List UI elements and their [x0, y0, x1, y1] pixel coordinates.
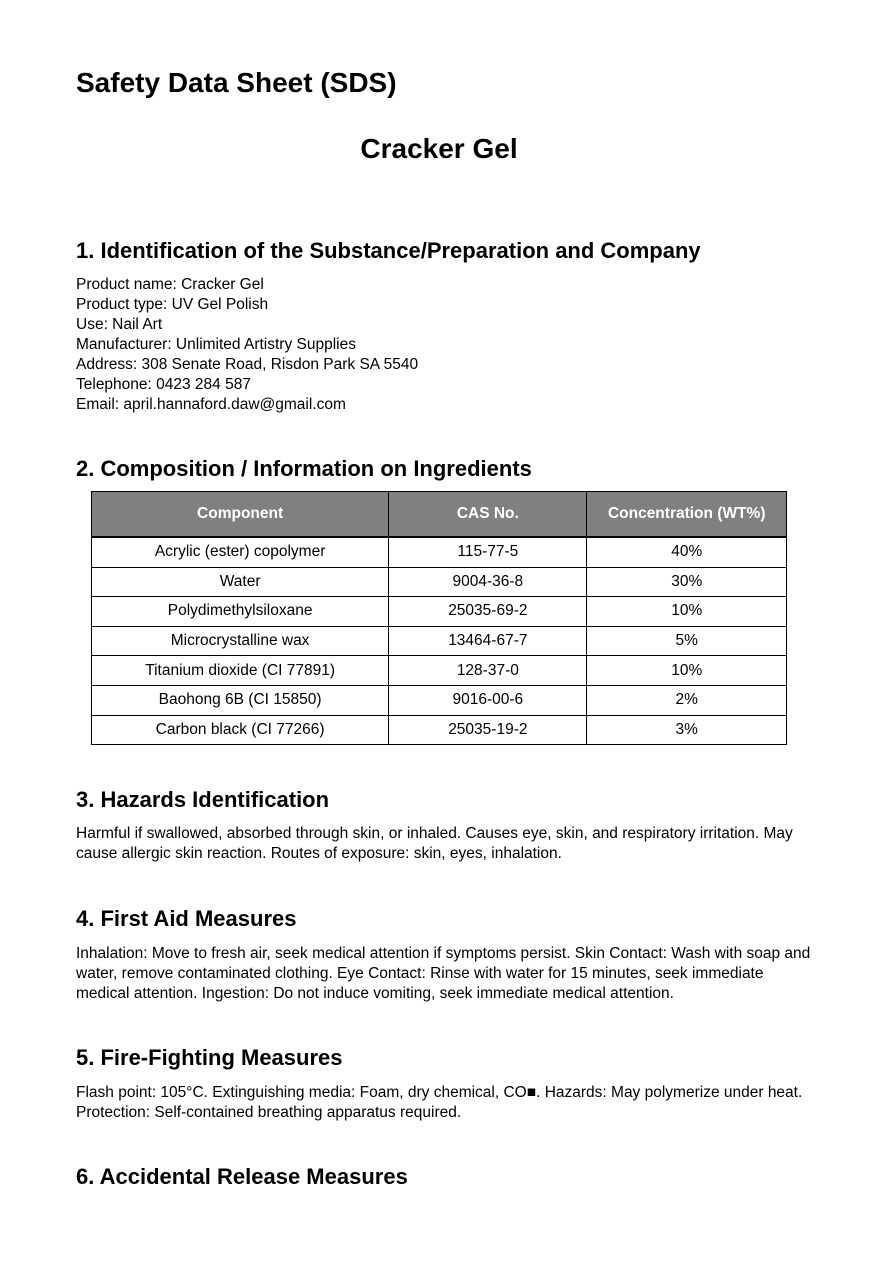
- ingredients-table: [91, 491, 787, 745]
- table-row: [92, 537, 787, 567]
- cell-concentration: 30%: [587, 567, 787, 597]
- table-row: [92, 715, 787, 745]
- cell-concentration: 2%: [587, 685, 787, 715]
- table-row: [92, 626, 787, 656]
- cell-concentration: 40%: [587, 537, 787, 567]
- column-header-component: Component: [92, 492, 389, 538]
- section-5-heading: 5. Fire-Fighting Measures: [76, 1045, 343, 1070]
- telephone-line: Telephone: 0423 284 587: [76, 376, 251, 393]
- table-header-row: [92, 492, 787, 538]
- fire-fighting-text: Flash point: 105°C. Extinguishing media: Foam, dry chemical, CO■. Hazards: May polymerize under heat. Protection: Self-contained breathing apparatus required.: [76, 1084, 803, 1121]
- product-title: Cracker Gel: [360, 133, 518, 164]
- table-row: [92, 685, 787, 715]
- cell-cas: 13464-67-7: [389, 626, 587, 656]
- table-row: [92, 567, 787, 597]
- section-3-heading: 3. Hazards Identification: [76, 787, 330, 812]
- column-header-concentration: Concentration (WT%): [587, 492, 787, 538]
- email-line: Email: april.hannaford.daw@gmail.com: [76, 396, 346, 413]
- section-4-heading: 4. First Aid Measures: [76, 906, 297, 931]
- cell-cas: 25035-19-2: [389, 715, 587, 745]
- cell-concentration: 10%: [587, 597, 787, 627]
- address-line: Address: 308 Senate Road, Risdon Park SA 5540: [76, 356, 419, 373]
- section-1-heading: 1. Identification of the Substance/Preparation and Company: [76, 238, 701, 263]
- cell-cas: 9004-36-8: [389, 567, 587, 597]
- identification-info: [76, 275, 418, 415]
- cell-cas: 128-37-0: [389, 656, 587, 686]
- table-row: [92, 656, 787, 686]
- table-row: [92, 597, 787, 627]
- first-aid-text: Inhalation: Move to fresh air, seek medical attention if symptoms persist. Skin Contact: Wash with soap and water, remove contaminated clothing. Eye Contact: Rinse with water for 15 minutes, seek immediate medical attention. Ingestion: Do not induce vomiting, seek immediate medical attention.: [76, 945, 811, 1002]
- document-title: Safety Data Sheet (SDS): [76, 67, 397, 98]
- column-header-cas: CAS No.: [389, 492, 587, 538]
- hazards-text: Harmful if swallowed, absorbed through skin, or inhaled. Causes eye, skin, and respiratory irritation. May cause allergic skin reaction. Routes of exposure: skin, eyes, inhalation.: [76, 825, 793, 862]
- cell-cas: 25035-69-2: [389, 597, 587, 627]
- cell-cas: 9016-00-6: [389, 685, 587, 715]
- section-2-heading: 2. Composition / Information on Ingredients: [76, 456, 532, 481]
- cell-component: Baohong 6B (CI 15850): [92, 685, 389, 715]
- cell-component: Acrylic (ester) copolymer: [92, 537, 389, 567]
- cell-component: Polydimethylsiloxane: [92, 597, 389, 627]
- product-type-line: Product type: UV Gel Polish: [76, 296, 269, 313]
- cell-concentration: 10%: [587, 656, 787, 686]
- cell-concentration: 5%: [587, 626, 787, 656]
- cell-concentration: 3%: [587, 715, 787, 745]
- use-line: Use: Nail Art: [76, 316, 163, 333]
- product-name-line: Product name: Cracker Gel: [76, 276, 264, 293]
- cell-component: Water: [92, 567, 389, 597]
- section-6-heading: 6. Accidental Release Measures: [76, 1164, 408, 1189]
- cell-component: Microcrystalline wax: [92, 626, 389, 656]
- cell-component: Carbon black (CI 77266): [92, 715, 389, 745]
- cell-cas: 115-77-5: [389, 537, 587, 567]
- manufacturer-line: Manufacturer: Unlimited Artistry Supplies: [76, 336, 356, 353]
- cell-component: Titanium dioxide (CI 77891): [92, 656, 389, 686]
